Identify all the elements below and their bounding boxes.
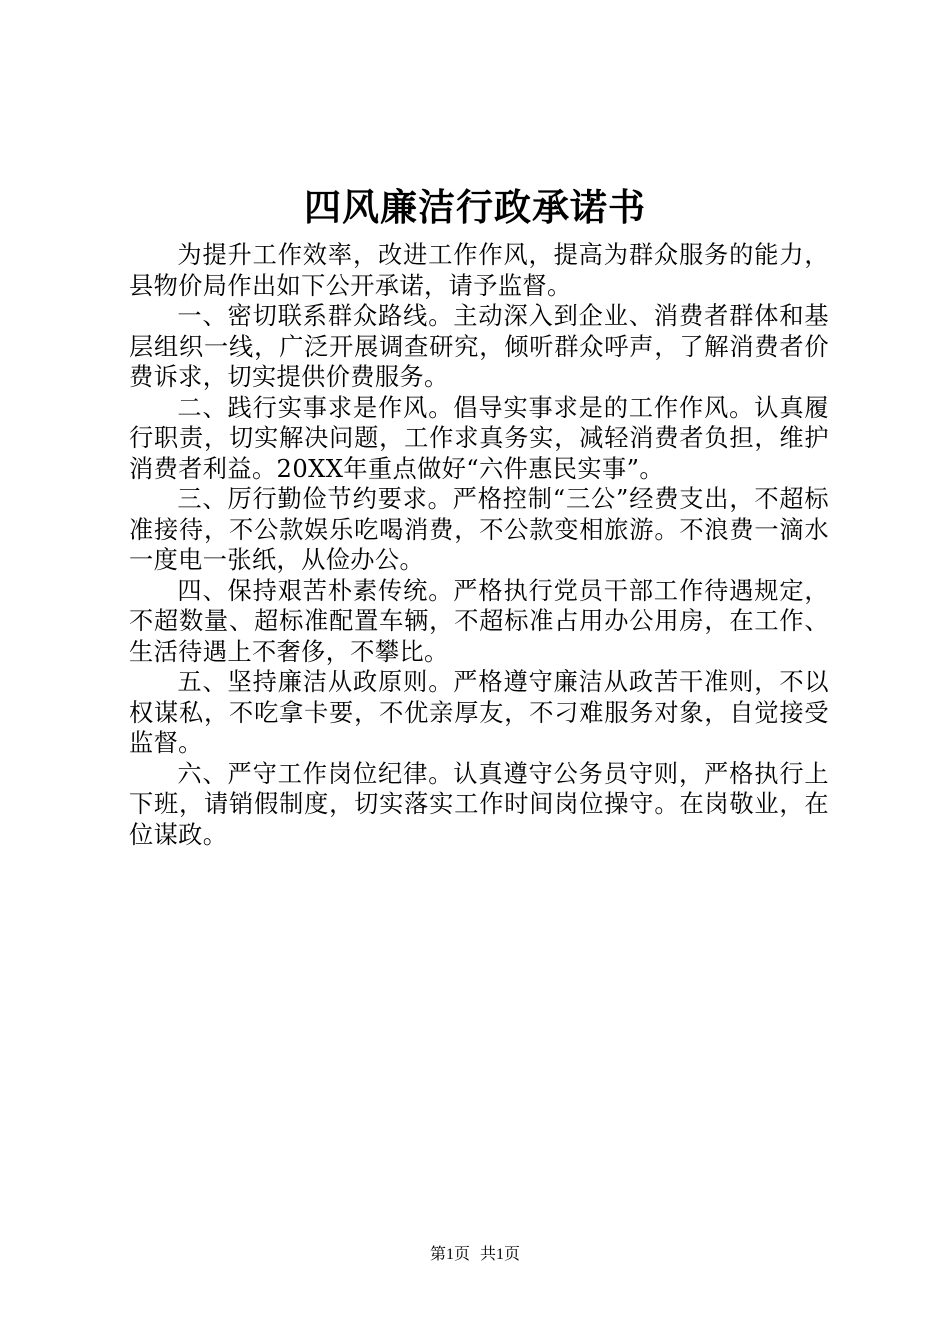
- commitment-paragraph-4: 四、保持艰苦朴素传统。严格执行党员干部工作待遇规定，不超数量、超标准配置车辆，不超标准占用办公用房，在工作、生活待遇上不奢侈，不攀比。: [129, 576, 829, 666]
- commitment-paragraph-1: 一、密切联系群众路线。主动深入到企业、消费者群体和基层组织一线，广泛开展调查研究，倾听群众呼声，了解消费者价费诉求，切实提供价费服务。: [129, 302, 829, 391]
- commitment-paragraph-3: 三、厉行勤俭节约要求。严格控制“三公”经费支出，不超标准接待，不公款娱乐吃喝消费，不公款变相旅游。不浪费一滴水一度电一张纸，从俭办公。: [129, 485, 829, 574]
- document-title: 四风廉洁行政承诺书: [304, 185, 646, 229]
- commitment-paragraph-6: 六、严守工作岗位纪律。认真遵守公务员守则，严格执行上下班，请销假制度，切实落实工作时间岗位操守。在岗敬业，在位谋政。: [129, 759, 829, 849]
- commitment-paragraph-2: 二、践行实事求是作风。倡导实事求是的工作作风。认真履行职责，切实解决问题，工作求真务实，减轻消费者负担，维护消费者利益。20XX年重点做好“六件惠民实事”。: [129, 393, 829, 483]
- page-total: 共1页: [480, 1246, 521, 1263]
- page-number: 第1页: [429, 1246, 470, 1263]
- commitment-paragraph-5: 五、坚持廉洁从政原则。严格遵守廉洁从政苦干准则，不以权谋私，不吃拿卡要，不优亲厚友，不刁难服务对象，自觉接受监督。: [129, 668, 829, 757]
- intro-paragraph: 为提升工作效率，改进工作作风，提高为群众服务的能力，县物价局作出如下公开承诺，请予监督。: [129, 241, 829, 300]
- document-body: [129, 240, 829, 850]
- page-footer: [0, 1244, 950, 1266]
